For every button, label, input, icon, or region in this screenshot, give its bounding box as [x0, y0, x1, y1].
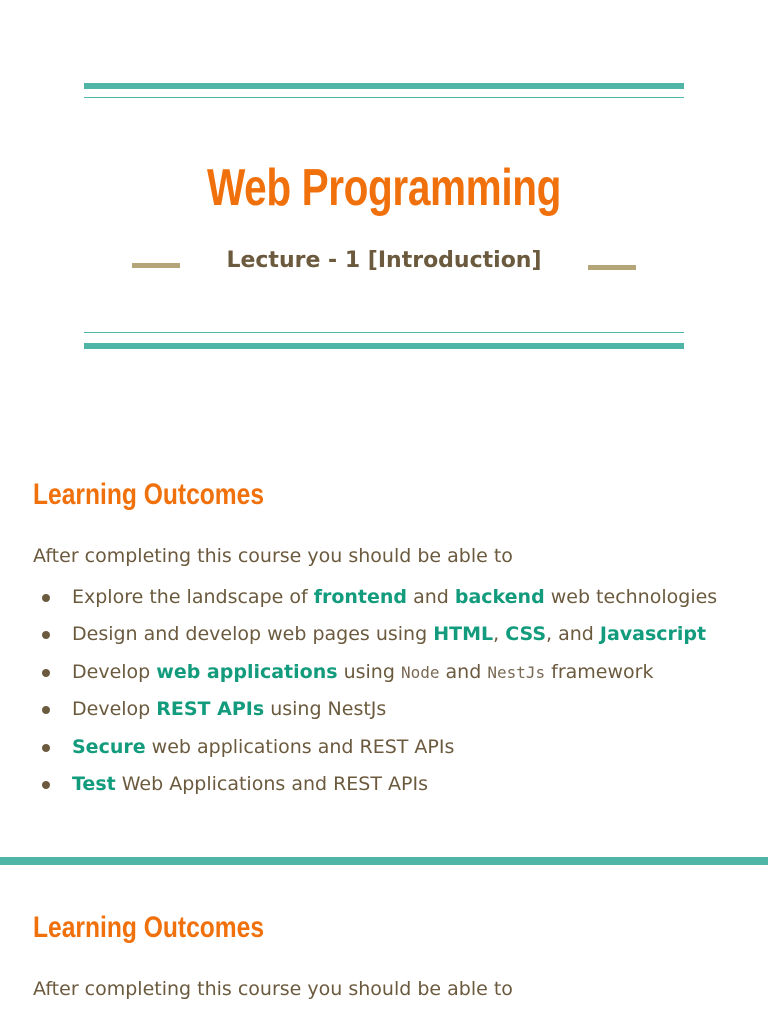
subtitle-right-dash [588, 265, 636, 270]
slide-divider [0, 857, 768, 865]
highlighted-term: Javascript [599, 623, 707, 646]
code-term: NestJs [487, 662, 546, 682]
outcome-text: framework [545, 660, 654, 683]
highlighted-term: REST APIs [156, 698, 265, 721]
highlighted-term: CSS [505, 623, 546, 646]
highlighted-term: frontend [313, 586, 408, 608]
highlighted-term: HTML [433, 623, 494, 646]
outcome-text: and [407, 586, 455, 608]
top-thick-rule [84, 83, 684, 89]
code-term: Node [400, 662, 440, 682]
page-subtitle: Lecture - 1 [Introduction] [226, 248, 542, 273]
top-thin-rule [84, 97, 684, 98]
outcome-text: web technologies [544, 586, 718, 608]
section-heading-2: Learning Outcomes [33, 911, 265, 944]
outcome-text: , [493, 623, 506, 646]
section-intro-2: After completing this course you should be able to [33, 978, 513, 1000]
highlighted-term: Secure [72, 735, 146, 758]
highlighted-term: backend [454, 586, 545, 608]
outcome-text: , and [546, 623, 600, 646]
outcomes-list [33, 580, 717, 804]
outcome-item [33, 617, 717, 654]
outcome-item [33, 767, 717, 804]
outcome-text: Develop [72, 660, 157, 683]
outcome-item [33, 692, 717, 729]
outcome-text: Develop [72, 698, 157, 721]
outcome-item [33, 655, 717, 692]
outcome-item [33, 730, 717, 767]
outcome-text: using [337, 660, 401, 683]
outcome-text: Web Applications and REST APIs [115, 772, 428, 795]
outcome-text: and [439, 660, 488, 683]
highlighted-term: Test [72, 772, 116, 795]
page-title: Web Programming [207, 159, 561, 217]
highlighted-term: web applications [156, 660, 338, 683]
outcome-item [33, 580, 717, 617]
outcome-text: Explore the landscape of [72, 586, 314, 608]
bottom-thin-rule [84, 332, 684, 333]
outcome-text: using NestJs [264, 698, 387, 721]
bottom-thick-rule [84, 343, 684, 349]
section-intro: After completing this course you should be able to [33, 545, 513, 567]
outcome-text: web applications and REST APIs [145, 735, 455, 758]
section-heading: Learning Outcomes [33, 478, 265, 511]
outcome-text: Design and develop web pages using [72, 623, 434, 646]
